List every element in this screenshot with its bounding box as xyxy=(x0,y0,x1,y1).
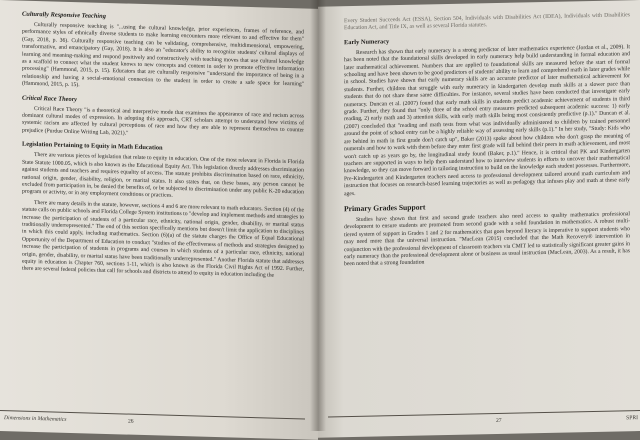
legislation-paragraph-1: There are various pieces of legislation that relate to equity in education. One of the most relevant in Florida is Florida State Statute 1000.05, which is also known as the Educational Equity Act. This legislation directly addresses discrimination against students and teachers and requires equality of access. The statute prohibits discrimination based on race, ethnicity, national origin, gender, disability, religion, or marital status. It also states that, on these bases, any person cannot be excluded from participation in, be denied the benefits of, or be subjected to discrimination under any public K-20 education program or activity, or in any employment conditions or practices. xyxy=(22,152,304,200)
primary-grades-paragraph: Studies have shown that first and second grade teachers also need access to quality mathematics professional development to ensure students are promoted from second grade with a solid foundation in mathematics. A robust multi-tiered system of support in Grades 1 and 2 for mathematics that goes beyond literacy is imperative to support students who may need more than the universal instruction. "MacLean (2015) concluded that the Math Recovery® intervention in conjunction with the professional development of classroom teachers via CMIT led to statistically significant greater gains in early numeracy than the professional development alone or business as usual instruction (MacLean, 2003). As a result, it has been noted that a strong foundation xyxy=(344,211,630,268)
critical-race-theory-paragraph: Critical Race Theory "is a theoretical and interpretive mode that examines the appearance of race and racism across dominant cultural modes of expression. In adopting this approach, CRT scholars attempt to understand how victims of systemic racism are affected by cultural perceptions of race and how they are able to represent themselves to counter prejudice (Purdue Online Writing Lab, 2021)." xyxy=(22,105,304,137)
culturally-responsive-heading: Culturally Responsive Teaching xyxy=(22,10,106,20)
journal-name-footer: Dimensions in Mathematics xyxy=(4,415,67,423)
legislation-paragraph-2: There are many details in the statute, however, sections 4 and 6 are more relevant to math educators. Section (4) of the statute calls on public schools and Florida College System institutions to "develop and implement methods and strategies to increase the participation of students of a particular race, ethnicity, national origin, gender, disability, or marital status traditionally underrepresented." The end of this section specifically mentions but doesn't limit the application to disciplines in which this could apply, including mathematics. Section (6)(a) of the statute charges the Office of Equal Educational Opportunity of the Department of Education to conduct "studies of the effectiveness of methods and strategies designed to increase the participation of students in programs and courses in which students of a particular race, ethnicity, national origin, gender, disability, or marital status have been traditionally underrepresented." Another Florida statute that addresses equity in education is Chapter 760, sections 1-11, which is also known as the Florida Civil Rights Act of 1992. Further, there are several federal policies that call for schools and districts to attend to equity in education including the xyxy=(22,199,304,280)
primary-grades-heading: Primary Grades Support xyxy=(344,202,426,214)
right-page-content xyxy=(344,12,630,272)
early-numeracy-paragraph: Research has shown that early numeracy is a strong predictor of later mathematics experience (Jordan et al., 2009). It has been noted that the foundational skills developed in early numeracy help build understanding in formal education and later mathematical achievement. Numbers that are applied to foundational skills are measured before the start of formal schooling and have been shown to be good predictors of students' ability to learn and comprehend math in later grades while in school. Studies have shown that early numeracy skills are an accurate predictor of later mathematical achievement for students. Further, children that struggle with early numeracy in kindergarten develop math skills at a slower pace than students that do not share these same difficulties. For instance, several studies have been conducted that investigate early numeracy. Duncan et al. (2007) found that early math skills in students predict academic achievement of students in third grade. Further, they found that "only three of the school entry measures predicted subsequent academic success: 1) early reading, 2) early math and 3) attention skills, with early math skills being most consistently predictive (p.1)." Duncan et al. (2007) concluded that "reading and math tests from what was individually administered to children by trained personnel around the point of school entry can be a highly reliable way of assessing early skills (p.1)." In her study, "Study: Kids who are behind in math in first grade don't catch up", Baker (2013) spoke about how children who don't grasp the meaning of numerals and how to work with them before they enter first grade will fall behind their peers in math achievement, and most won't catch up as years go by, the longitudinal study found (Baker, p.1)." Hence, it is critical that PK and Kindergarten teachers are supported in ways to help them understand how to interview students in efforts to uncover their mathematical knowledge, so they can move forward in tailoring instruction to build on the knowledge each student possesses. Furthermore, Pre-Kindergarten and Kindergarten teachers need access to professional development tailored around math curriculum and instruction that focuses on research-based learning trajectories as well as pedagogy that infuses play and math at these early ages. xyxy=(344,44,630,197)
left-page xyxy=(0,0,318,440)
book-gutter-shadow xyxy=(310,0,326,431)
early-numeracy-heading: Early Numeracy xyxy=(344,38,390,47)
right-page xyxy=(318,0,640,438)
critical-race-theory-heading: Critical Race Theory xyxy=(22,94,78,103)
culturally-responsive-paragraph: Culturally responsive teaching is "...using the cultural knowledge, prior experiences, frames of reference, and performance styles of ethnically diverse students to make learning encounters more relevant to and effective for them" (Gay, 2018, p. 36). Culturally responsive teaching can be validating, comprehensive, multidimensional, empowering, transformative, and emancipatory (Gay, 2018). It is also an "educator's ability to recognize students' cultural displays of learning and meaning-making and respond positively and constructively with teaching moves that use cultural knowledge as a scaffold to connect what the student knows to new concepts and content in order to promote effective information processing" (Hammond, 2015, p. 15). Educators that are culturally responsive "understand the importance of being in a relationship and having a social-emotional connection to the student in order to create a safe space for learning" (Hammond, 2015, p. 15). xyxy=(22,21,304,89)
right-footer-rule xyxy=(328,410,640,417)
left-page-number: 26 xyxy=(128,418,134,425)
left-page-content xyxy=(22,5,304,285)
legislation-heading: Legislation Pertaining to Equity in Math Education xyxy=(22,140,163,152)
right-footer-label: SPRI xyxy=(626,415,638,422)
right-page-number: 27 xyxy=(496,417,502,425)
federal-policies-paragraph: Every Student Succeeds Act (ESSA), Section 504, Individuals with Disabilities Act (IDEA), Individuals with Disabilities Education Act, and Title IX, as well as several Florida statutes. xyxy=(344,12,630,32)
